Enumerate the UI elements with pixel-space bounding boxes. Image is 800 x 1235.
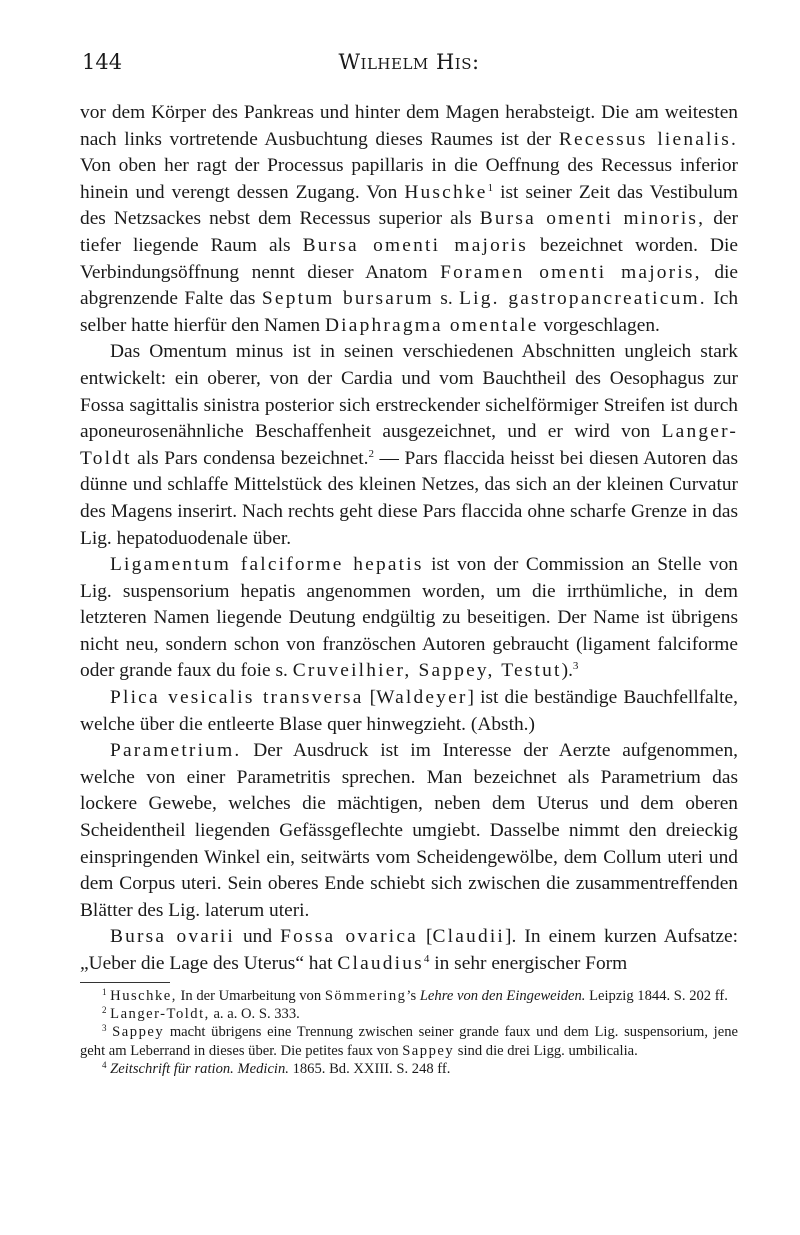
paragraph-ligamentum-falciforme [80,552,738,685]
text-run: vor dem Körper des Pankreas und hinter dem Magen herabsteigt. Die am weitesten nach links vortretende Ausbuchtung dieses Raumes ist der [80,102,738,150]
text-run: In der Umarbeitung von [176,987,325,1004]
text-run: ist seiner Zeit das Vestibulum des Netzsackes nebst dem Recessus superior als [80,181,738,230]
text-run: ]. In einem kurzen Aufsatze: „Ueber die Lage des Uterus“ hat [80,926,739,974]
term-bursa-omenti-majoris: Bursa omenti majoris [302,234,528,256]
footnote-number: 1 [102,986,107,997]
paragraph-parametrium [80,738,738,924]
text-run: als Pars condensa bezeichnet. [131,447,369,469]
footnote-2 [80,1005,738,1023]
footnotes [80,982,738,1079]
term-fossa-ovarica: Fossa ovarica [280,926,418,948]
text-run: ] ist die beständige Bauchfellfalte, welche über die entleerte Blase quer hinwegzieht. (Absth.) [80,687,738,735]
footnote-ref-1: 1 [487,181,494,194]
term-recessus-lienalis: Recessus lienalis. [558,128,738,150]
author-soemmering: Sömmering [324,987,407,1004]
term-bursa-omenti-minoris: Bursa omenti minoris, [479,208,706,230]
page-header [80,50,738,84]
text-run: sind die drei Ligg. umbilicalia. [454,1042,638,1059]
running-title: Wilhelm His: [338,50,480,74]
term-ligamentum-falciforme-hepatis: Ligamentum falciforme hepatis [110,554,424,576]
text-run: bezeichnet worden. Die Verbindungsöffnung nennt dieser Anatom [80,234,738,283]
footnote-ref-3: 3 [572,660,579,673]
footnote-3 [80,1023,738,1060]
text-run: s. [433,288,460,310]
term-diaphragma-omentale: Diaphragma omentale [324,314,539,336]
book-page [80,50,738,1079]
authors-cruveilhier-sappey-testut: Cruveilhier, Sappey, Testut [292,660,562,682]
term-bursa-ovarii: Bursa ovarii [110,926,235,948]
text-run: [ [418,926,433,948]
text-run: ist von der Commission an Stelle von Lig. suspensorium hepatis angenommen worden, um die irrthümliche, in dem letzteren Namen liegende Deutung endgültig zu beseitigen. Der Name ist übrigens nicht neu, sondern schon von französchen Autoren gebraucht (ligament falciforme oder grande faux du foie s. [80,554,738,682]
text-run: 1865. Bd. XXIII. S. 248 ff. [288,1061,451,1078]
text-run: macht übrigens eine Trennung zwischen seiner grande faux und dem Lig. suspensorium, jene geht am Leberrand in dieses über. Die petites faux von [80,1024,738,1059]
page-number: 144 [82,50,123,74]
text-run: vorgeschlagen. [538,314,660,336]
text-run: Ich selber hatte hierfür den Namen [80,288,739,336]
text-run: — Pars flaccida heisst bei diesen Autoren das dünne und schlaffe Mittelstück des kleinen Netzes, das sich an der kleinen Curvatur des Magens inserirt. Nach rechts geht diese Pars flaccida ohne scharfe Grenze in das Lig. hepatoduodenale über. [80,447,738,549]
text-run: ’s [406,987,420,1004]
author-claudii: Claudii [432,926,506,948]
body-text [80,100,738,978]
text-run: a. a. O. S. 333. [209,1006,300,1022]
text-run: die abgrenzende Falte das [80,261,739,310]
paragraph-bursa-ovarii [80,924,738,977]
text-run: Der Ausdruck ist im Interesse der Aerzte aufgenommen, welche von einer Parametritis sprechen. Man bezeichnet als Parametrium das lockere Gewebe, welches die mächtigen, neben dem Uterus und dem oberen Scheidentheil liegenden Gefässgeflechte umgiebt. Dasselbe nimmt den dreieckig einspringenden Winkel ein, seitwärts vom Scheidengewölbe, dem Collum uteri und dem Corpus uteri. Sein oberes Ende schiebt sich zwischen die zusammentreffenden Blätter des Lig. laterum uteri. [80,740,738,921]
footnote-1 [80,987,738,1005]
text-run: Leipzig 1844. S. 202 ff. [585,987,728,1004]
paragraph-plica-vesicalis [80,685,738,738]
text-run: [ [363,687,377,709]
footnote-ref-2: 2 [368,447,375,460]
paragraph-recessus-lienalis [80,100,738,339]
book-title: Lehre von den Eingeweiden. [419,987,586,1004]
author-sappey: Sappey [402,1042,455,1059]
paragraph-omentum-minus [80,339,738,552]
author-langer-toldt: Langer-Toldt [80,421,738,469]
footnote-ref-4: 4 [423,953,430,965]
term-septum-bursarum: Septum bursarum [261,288,434,310]
footnote-divider [80,982,170,983]
text-run: in sehr energischer Form [429,953,628,974]
journal-title: Zeitschrift für ration. Medicin. [110,1061,289,1078]
author-huschke: Huschke [404,181,488,203]
footnote-number: 3 [102,1023,107,1034]
footnote-4 [80,1060,738,1078]
term-lig-gastropancreaticum: Lig. gastropancreaticum. [459,288,707,310]
author-waldeyer: Waldeyer [376,687,468,709]
author-sappey: Sappey [112,1024,165,1041]
term-plica-vesicalis-transversa: Plica vesicalis transversa [110,687,364,709]
term-foramen-omenti-majoris: Foramen omenti majoris, [440,261,702,283]
text-run: Von oben her ragt der Processus papillaris in die Oeffnung des Recessus inferior hinein und verengt dessen Zugang. Von [80,155,738,203]
author-claudius: Claudius [337,953,424,974]
author-langer-toldt: Langer-Toldt, [110,1006,210,1022]
text-run: ). [561,660,573,682]
text-run: Das Omentum minus ist in seinen verschiedenen Abschnitten ungleich stark entwickelt: ein oberer, von der Cardia und vom Bauchtheil des Oesophagus zur Fossa sagittalis sinistra posterior sich erstreckender sichelförmiger Streifen ist durch aponeurosenähnliche Beschaffenheit ausgezeichnet, und er wird von [80,341,738,443]
footnote-number: 4 [102,1060,107,1071]
author-huschke: Huschke, [110,987,177,1004]
footnote-number: 2 [102,1005,107,1015]
term-parametrium: Parametrium. [110,740,242,762]
text-run: der tiefer liegende Raum als [80,208,738,256]
text-run: und [234,926,281,948]
